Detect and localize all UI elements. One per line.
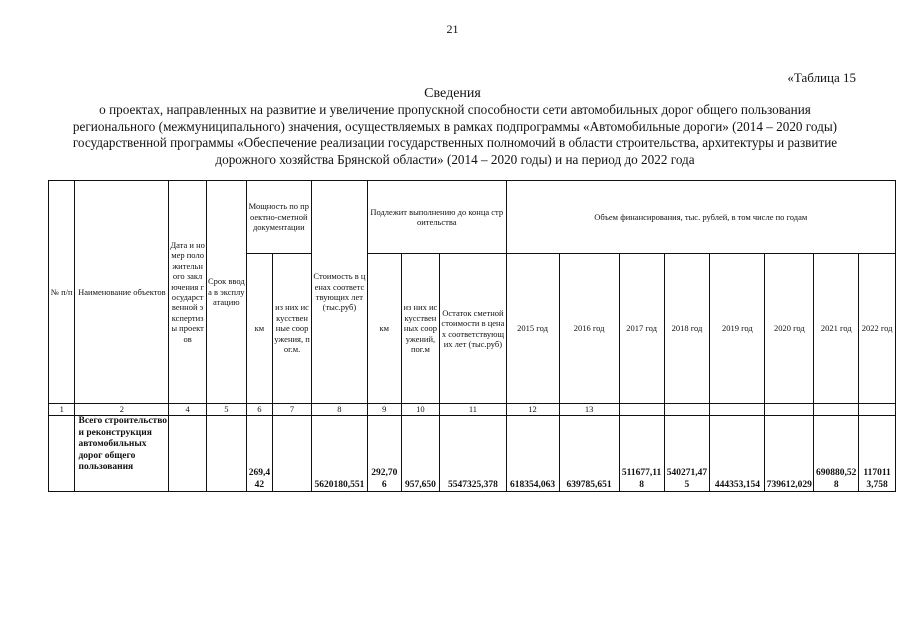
total-remaining-cost: 5547325,378: [440, 416, 506, 492]
header-year-2016: 2016 год: [559, 254, 619, 404]
header-year-2022: 2022 год: [859, 254, 896, 404]
header-remaining-cost: Остаток сметной стоимости в ценах соответствующих лет (тыс.руб): [440, 254, 506, 404]
header-year-2020: 2020 год: [765, 254, 814, 404]
col-number: 7: [273, 404, 312, 416]
total-remaining-art: 957,650: [401, 416, 440, 492]
total-2015: 618354,063: [506, 416, 559, 492]
total-remaining-km: 292,706: [367, 416, 401, 492]
total-num-cell: [49, 416, 75, 492]
header-date: Дата и номер положительного заключения государственной экспертизы проектов: [169, 181, 207, 404]
header-remaining: Подлежит выполнению до конца строительства: [367, 181, 506, 254]
header-remaining-art: из них искусственных сооружений, пог.м: [401, 254, 440, 404]
total-2017: 511677,118: [619, 416, 664, 492]
header-num: № п/п: [49, 181, 75, 404]
col-number: 8: [311, 404, 367, 416]
total-2016: 639785,651: [559, 416, 619, 492]
header-year-2021: 2021 год: [814, 254, 859, 404]
header-name: Наименование объектов: [75, 181, 169, 404]
page-number: 21: [446, 22, 459, 36]
col-number: 11: [440, 404, 506, 416]
header-financing: Объем финансирования, тыс. рублей, в том числе по годам: [506, 181, 895, 254]
header-capacity: Мощность по проектно-сметной документации: [246, 181, 311, 254]
total-capacity-art: [273, 416, 312, 492]
col-number: 4: [169, 404, 207, 416]
total-term: [206, 416, 246, 492]
header-remaining-km: км: [367, 254, 401, 404]
col-number: [619, 404, 664, 416]
col-number: 12: [506, 404, 559, 416]
total-2019: 444353,154: [710, 416, 765, 492]
document-subtitle: о проектах, направленных на развитие и увеличение пропускной способности сети автомобильных дорог общего пользования регионального (межмуниципального) значения, осуществляемых в рамках подпрограммы «Автомобильные дороги» (2014 – 2020 годы) государственной программы «Обеспечение реализации государственных полномочий в области строительства, архитектуры и развитие дорожного хозяйства Брянской области» (2014 – 2020 годы) и на период до 2022 года: [72, 102, 838, 167]
total-2021: 690880,528: [814, 416, 859, 492]
header-year-2017: 2017 год: [619, 254, 664, 404]
col-number: [859, 404, 896, 416]
header-row-top: [49, 181, 896, 254]
total-2018: 540271,475: [664, 416, 710, 492]
col-number: 13: [559, 404, 619, 416]
projects-table: [48, 180, 896, 492]
total-row: [49, 416, 896, 492]
header-capacity-art: из них искусственные сооружения, пог.м.: [273, 254, 312, 404]
total-date: [169, 416, 207, 492]
header-year-2018: 2018 год: [664, 254, 710, 404]
total-2022: 1170113,758: [859, 416, 896, 492]
col-number: 9: [367, 404, 401, 416]
col-number: [710, 404, 765, 416]
col-number: 5: [206, 404, 246, 416]
total-cost: 5620180,551: [311, 416, 367, 492]
col-number: 1: [49, 404, 75, 416]
header-term: Срок ввода в эксплуатацию: [206, 181, 246, 404]
col-number: 2: [75, 404, 169, 416]
column-number-row: [49, 404, 896, 416]
col-number: 10: [401, 404, 440, 416]
header-year-2019: 2019 год: [710, 254, 765, 404]
col-number: [814, 404, 859, 416]
col-number: 6: [246, 404, 272, 416]
total-capacity-km: 269,442: [246, 416, 272, 492]
col-number: [664, 404, 710, 416]
table-reference: «Таблица 15: [787, 70, 856, 85]
header-capacity-km: км: [246, 254, 272, 404]
total-2020: 739612,029: [765, 416, 814, 492]
document-title: Сведения: [424, 86, 481, 101]
col-number: [765, 404, 814, 416]
header-cost: Стоимость в ценах соответствующих лет (тыс.руб): [311, 181, 367, 404]
total-name: Всего строительство и реконструкция автомобильных дорог общего пользования: [75, 416, 169, 492]
header-year-2015: 2015 год: [506, 254, 559, 404]
